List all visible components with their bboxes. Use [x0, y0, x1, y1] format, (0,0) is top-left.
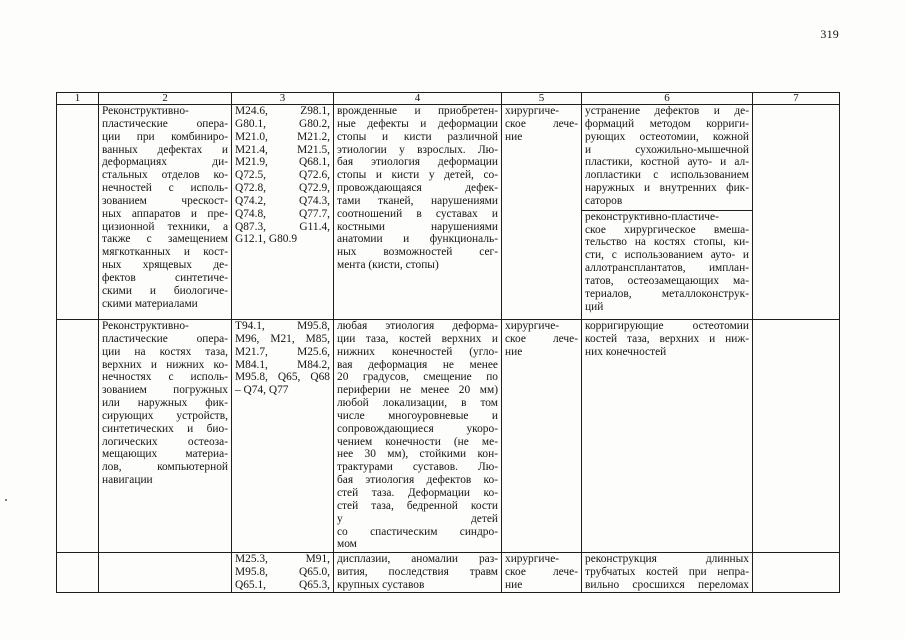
text-line: трактурами суставов. Лю-	[337, 461, 498, 474]
text-line: M21.9, Q68.1,	[235, 156, 330, 169]
text-line: трубчатых костей при непра-	[585, 565, 749, 578]
text-line: Q72.8, Q72.9,	[235, 182, 330, 195]
text-line: татов, остеозамещающих ма-	[585, 274, 749, 287]
cell-treatment-method	[582, 553, 753, 593]
text-line: саторов	[585, 194, 623, 207]
text-line: мещающих материа-	[102, 448, 228, 461]
text-line: G80.1, G80.2,	[235, 117, 330, 130]
text-line: навигации	[102, 474, 153, 487]
text-line: цизионной техники, а	[102, 220, 228, 233]
cell-icd-codes	[232, 105, 334, 320]
table-row	[57, 553, 840, 593]
text-line: стей таза. Деформации ко-	[337, 486, 498, 499]
text-line: M96, M21, M85,	[235, 332, 330, 345]
text-line: G12.1, G80.9	[235, 233, 298, 246]
text-line: числе многоуровневые и	[337, 409, 498, 422]
text-line: вития, последствия травм	[337, 565, 498, 578]
text-line: ных хрящевых де-	[102, 259, 228, 272]
text-line: ние	[505, 345, 523, 358]
text-line: ные дефекты и деформации	[337, 117, 498, 130]
header-col-1: 1	[57, 93, 99, 105]
cell-patient-model	[334, 553, 502, 593]
text-line: крупных суставов	[337, 578, 425, 591]
text-line: верхних и нижних ко-	[102, 358, 228, 371]
header-col-4: 4	[334, 93, 502, 105]
text-line: фектов синтетиче-	[102, 271, 228, 284]
header-col-6: 6	[582, 93, 753, 105]
text-line: ское лече-	[505, 117, 578, 130]
text-line: также с замещением	[102, 233, 228, 246]
text-line: ций	[585, 300, 604, 313]
text-line: хирургиче-	[505, 320, 560, 332]
text-line: тами тканей, нарушениями	[337, 194, 498, 207]
text-line: териалов, металлоконструк-	[585, 287, 749, 300]
text-line: чением конечности (не ме-	[337, 435, 498, 448]
text-line: M21.4, M21.5,	[235, 143, 330, 156]
text-line: любой локализации, в том	[337, 397, 498, 410]
text-line: нечностей с исполь-	[102, 182, 228, 195]
table-header-row	[57, 93, 840, 105]
text-line: хирургиче-	[505, 105, 560, 117]
cell-col-7	[753, 553, 840, 593]
text-line: ние	[505, 130, 523, 143]
method-block-a	[585, 105, 749, 208]
text-line: мом	[337, 538, 357, 551]
text-line: логических остеоза-	[102, 435, 228, 448]
text-line: нее 30 мм), стойкими кон-	[337, 448, 498, 461]
text-line: Q65.1, Q65.3,	[235, 578, 330, 591]
text-line: Q74.2, Q74.3,	[235, 194, 330, 207]
text-line: бая этиология деформации	[337, 156, 498, 169]
text-line: нечностях с исполь-	[102, 371, 228, 384]
text-line: рующих остеотомии, кожной	[585, 130, 749, 143]
text-line: тельство на костях стопы, ки-	[585, 236, 749, 249]
text-line: костей таза, верхних и ниж-	[585, 332, 749, 345]
text-line: M21.7, M25.6,	[235, 345, 330, 358]
text-line: сопровождающиеся укоро-	[337, 422, 498, 435]
text-line: мягкотканных и кост-	[102, 246, 228, 259]
text-line: Q72.5, Q72.6,	[235, 169, 330, 182]
text-line: хирургиче-	[505, 553, 560, 565]
table-row	[57, 105, 840, 320]
text-line: корригирующие остеотомии	[585, 320, 749, 332]
text-line: стальных отделов ко-	[102, 169, 228, 182]
text-line: стей таза, бедренной кости	[337, 499, 498, 512]
cell-patient-model	[334, 320, 502, 553]
text-line: со спастическим синдро-	[337, 525, 498, 538]
text-line: пластики, костной ауто- и ал-	[585, 156, 749, 169]
table-row	[57, 320, 840, 553]
text-line: любая этиология деформа-	[337, 320, 498, 332]
header-col-3: 3	[232, 93, 334, 105]
text-line: M24.6, Z98.1,	[235, 105, 330, 117]
text-line: соотношений в суставах и	[337, 207, 498, 220]
text-line: стопы и кисти у детей, со-	[337, 169, 498, 182]
text-line: зованием погружных	[102, 384, 228, 397]
cell-treatment-type	[502, 320, 582, 553]
cell-col-1	[57, 553, 99, 593]
text-line: мента (кисти, стопы)	[337, 259, 439, 272]
cell-treatment-method	[582, 105, 753, 320]
cell-col-7	[753, 105, 840, 320]
text-line: M95.8, Q65.0,	[235, 565, 330, 578]
page-number: 319	[820, 27, 839, 41]
header-col-5: 5	[502, 93, 582, 105]
cell-procedure-name	[99, 320, 232, 553]
text-line: деформациях ди-	[102, 156, 228, 169]
text-line: нижних конечностей (угло-	[337, 345, 498, 358]
text-line: 20 градусов, смещение по	[337, 371, 498, 384]
text-line: вильно сросшихся переломах	[585, 578, 749, 591]
text-line: анатомии и функциональ-	[337, 233, 498, 246]
text-line: врожденные и приобретен-	[337, 105, 498, 117]
text-line: или наружных фик-	[102, 397, 228, 410]
text-line: Реконструктивно-	[102, 320, 189, 332]
text-line: M21.0, M21.2,	[235, 130, 330, 143]
cell-col-1	[57, 105, 99, 320]
text-line: ции при комбиниро-	[102, 130, 228, 143]
text-line: сти, с использованием ауто- и	[585, 249, 749, 262]
cell-treatment-method	[582, 320, 753, 553]
text-line: реконструктивно-пластиче-	[585, 210, 719, 223]
cell-col-1	[57, 320, 99, 553]
text-line: скими и биологиче-	[102, 284, 228, 297]
text-line: пластические опера-	[102, 117, 228, 130]
text-line: – Q74, Q77	[235, 384, 289, 397]
text-line: у детей	[337, 512, 498, 525]
text-line: M84.1, M84.2,	[235, 358, 330, 371]
cell-icd-codes	[232, 553, 334, 593]
procedures-table	[56, 92, 840, 593]
text-line: ции таза, костей верхних и	[337, 332, 498, 345]
text-line: дисплазии, аномалии раз-	[337, 553, 498, 565]
text-line: лов, компьютерной	[102, 461, 228, 474]
text-line: лопластики с использованием	[585, 169, 749, 182]
text-line: аллотрансплантатов, имплан-	[585, 262, 749, 275]
text-line: костными нарушениями	[337, 220, 498, 233]
cell-col-7	[753, 320, 840, 553]
text-line: провождающаяся дефек-	[337, 182, 498, 195]
text-line: Q74.8, Q77.7,	[235, 207, 330, 220]
text-line: стопы и кисти различной	[337, 130, 498, 143]
text-line: бая этиология дефектов ко-	[337, 474, 498, 487]
text-line: вая деформация не менее	[337, 358, 498, 371]
text-line: них конечностей	[585, 345, 667, 358]
cell-procedure-name	[99, 553, 232, 593]
text-line: периферии не менее 20 мм)	[337, 384, 498, 397]
text-line: Q87.3, G11.4,	[235, 220, 330, 233]
text-line: сирующих устройств,	[102, 409, 228, 422]
text-line: ское лече-	[505, 565, 578, 578]
scan-artifact-dot	[5, 499, 7, 501]
text-line: ское лече-	[505, 332, 578, 345]
cell-procedure-name	[99, 105, 232, 320]
header-col-7: 7	[753, 93, 840, 105]
text-line: формаций методом корриги-	[585, 117, 749, 130]
text-line: этиологии у взрослых. Лю-	[337, 143, 498, 156]
text-line: ных аппаратов и пре-	[102, 207, 228, 220]
text-line: T94.1, M95.8,	[235, 320, 330, 332]
header-col-2: 2	[99, 93, 232, 105]
text-line: M95.8, Q65, Q68	[235, 371, 330, 384]
cell-patient-model	[334, 105, 502, 320]
text-line: наружных и внутренних фик-	[585, 182, 749, 195]
text-line: ское хирургическое вмеша-	[585, 223, 749, 236]
cell-treatment-type	[502, 105, 582, 320]
text-line: Реконструктивно-	[102, 105, 189, 117]
text-line: ных возможностей сег-	[337, 246, 498, 259]
text-line: и сухожильно-мышечной	[585, 143, 749, 156]
text-line: ванных дефектах и	[102, 143, 228, 156]
cell-icd-codes	[232, 320, 334, 553]
text-line: пластические опера-	[102, 332, 228, 345]
text-line: зованием чрескост-	[102, 194, 228, 207]
text-line: ции на костях таза,	[102, 345, 228, 358]
cell-treatment-type	[502, 553, 582, 593]
method-block-b	[582, 210, 752, 314]
text-line: синтетических и био-	[102, 422, 228, 435]
text-line: ние	[505, 578, 523, 591]
text-line: M25.3, M91,	[235, 553, 330, 565]
text-line: скими материалами	[102, 297, 198, 310]
text-line: реконструкция длинных	[585, 553, 749, 565]
text-line: устранение дефектов и де-	[585, 105, 749, 117]
